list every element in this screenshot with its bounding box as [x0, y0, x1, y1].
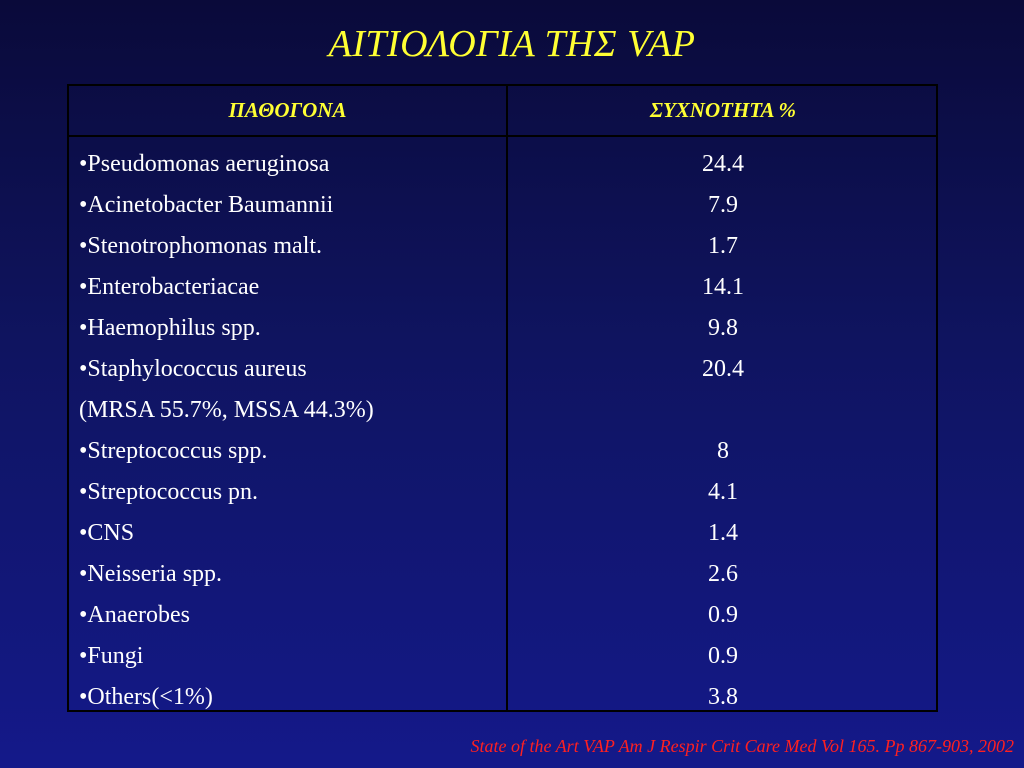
pathogen-column [79, 144, 504, 718]
pathogen-cell: •Anaerobes [79, 602, 191, 628]
pathogen-cell: •Streptococcus spp. [79, 438, 268, 464]
pathogen-cell: (MRSA 55.7%, MSSA 44.3%) [79, 397, 374, 423]
pathogen-cell: •CNS [79, 520, 135, 546]
frequency-cell: 1.4 [708, 520, 738, 546]
pathogen-cell: •Staphylococcus aureus [79, 356, 307, 382]
citation: State of the Art VAP Am J Respir Crit Care Med Vol 165. Pp 867-903, 2002 [470, 736, 1014, 756]
frequency-cell [508, 390, 938, 431]
pathogen-cell: •Acinetobacter Baumannii [79, 192, 334, 218]
frequency-cell: 1.7 [708, 233, 738, 259]
frequency-cell: 24.4 [702, 151, 744, 177]
frequency-cell: 4.1 [708, 479, 738, 505]
pathogen-cell: •Stenotrophomonas malt. [79, 233, 323, 259]
pathogen-table [67, 84, 938, 712]
frequency-cell: 0.9 [708, 602, 738, 628]
frequency-cell: 20.4 [702, 356, 744, 382]
header-frequency: ΣΥΧΝΟΤΗΤΑ % [649, 98, 797, 122]
frequency-cell: 2.6 [708, 561, 738, 587]
frequency-cell: 7.9 [708, 192, 738, 218]
pathogen-cell: •Fungi [79, 643, 144, 669]
slide-title: ΑΙΤΙΟΛΟΓΙΑ ΤΗΣ VAP [328, 23, 696, 65]
frequency-cell: 9.8 [708, 315, 738, 341]
frequency-cell: 3.8 [708, 684, 738, 710]
pathogen-cell: •Enterobacteriacae [79, 274, 260, 300]
frequency-column [508, 144, 938, 718]
pathogen-cell: •Haemophilus spp. [79, 315, 261, 341]
pathogen-cell: •Others(<1%) [79, 684, 213, 710]
frequency-cell: 0.9 [708, 643, 738, 669]
frequency-cell: 8 [717, 438, 729, 464]
pathogen-cell: •Pseudomonas aeruginosa [79, 151, 330, 177]
header-divider [69, 135, 936, 137]
pathogen-cell: •Streptococcus pn. [79, 479, 259, 505]
frequency-cell: 14.1 [702, 274, 744, 300]
pathogen-cell: •Neisseria spp. [79, 561, 223, 587]
header-pathogens: ΠΑΘΟΓΟΝΑ [228, 98, 347, 122]
